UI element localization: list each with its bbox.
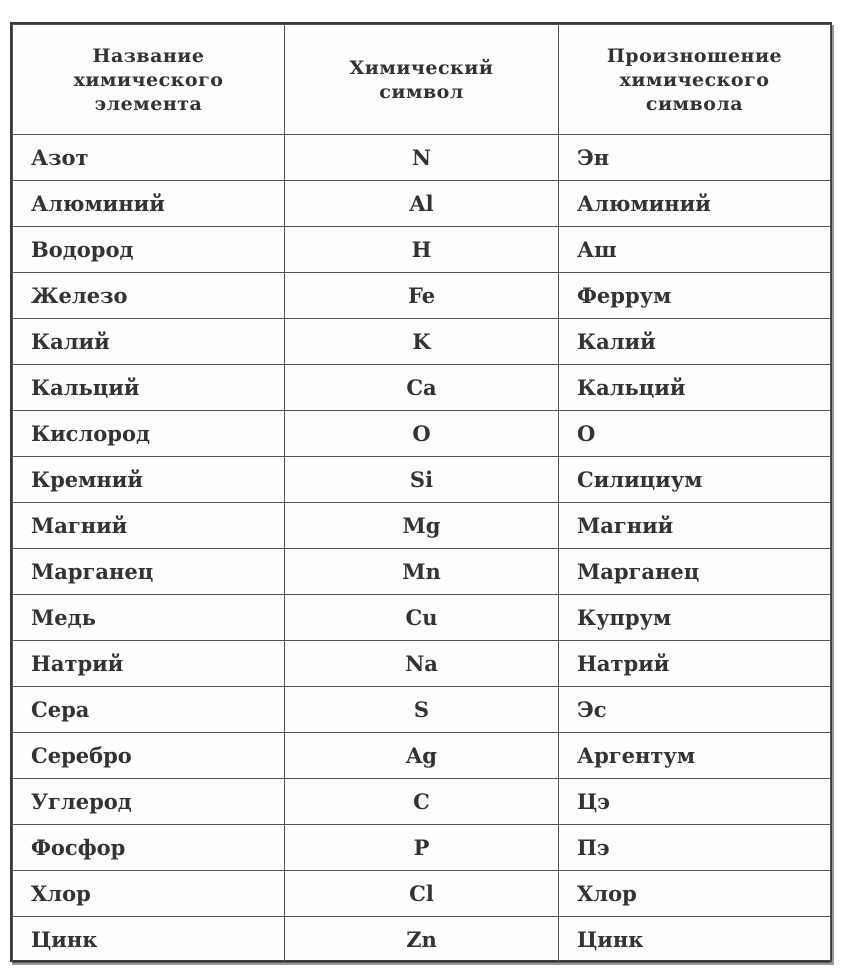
element-name-cell: Калий (13, 319, 285, 365)
chemical-symbol-cell: Fe (285, 273, 559, 319)
header-line: Химический (349, 56, 494, 79)
chemical-symbol-cell: Ag (285, 733, 559, 779)
element-name-cell: Хлор (13, 871, 285, 917)
chemical-symbol-cell: Mg (285, 503, 559, 549)
element-name-cell: Медь (13, 595, 285, 641)
element-name-cell: Кремний (13, 457, 285, 503)
element-name-cell: Углерод (13, 779, 285, 825)
table-header-row (13, 25, 831, 135)
element-name-cell: Магний (13, 503, 285, 549)
table-row (13, 687, 831, 733)
pronunciation-cell: Пэ (559, 825, 831, 871)
chemical-symbol-cell: Cu (285, 595, 559, 641)
pronunciation-cell: Магний (559, 503, 831, 549)
table-row (13, 457, 831, 503)
pronunciation-cell: Эн (559, 135, 831, 181)
pronunciation-cell: Натрий (559, 641, 831, 687)
element-name-cell: Кислород (13, 411, 285, 457)
chemical-symbol-cell: Na (285, 641, 559, 687)
table-row (13, 273, 831, 319)
element-name-cell: Железо (13, 273, 285, 319)
table-row (13, 181, 831, 227)
header-line: химического (619, 68, 770, 91)
pronunciation-cell: Аргентум (559, 733, 831, 779)
pronunciation-cell: Алюминий (559, 181, 831, 227)
chemical-symbol-cell: O (285, 411, 559, 457)
element-name-cell: Сера (13, 687, 285, 733)
header-line: элемента (94, 92, 203, 115)
element-name-cell: Серебро (13, 733, 285, 779)
chemical-symbol-cell: K (285, 319, 559, 365)
header-element-name (13, 25, 285, 135)
chemical-symbol-cell: N (285, 135, 559, 181)
chemical-symbol-cell: H (285, 227, 559, 273)
pronunciation-cell: Калий (559, 319, 831, 365)
element-name-cell: Кальций (13, 365, 285, 411)
header-pronunciation (559, 25, 831, 135)
table-row (13, 641, 831, 687)
table-row (13, 503, 831, 549)
chemical-symbol-cell: Al (285, 181, 559, 227)
header-line: символа (645, 92, 744, 115)
elements-table-frame (10, 22, 832, 962)
pronunciation-cell: Силициум (559, 457, 831, 503)
table-row (13, 871, 831, 917)
pronunciation-cell: Аш (559, 227, 831, 273)
table-row (13, 733, 831, 779)
chemical-elements-table (12, 24, 831, 963)
element-name-cell: Водород (13, 227, 285, 273)
header-line: Название (92, 44, 205, 67)
table-row (13, 319, 831, 365)
element-name-cell: Фосфор (13, 825, 285, 871)
pronunciation-cell: О (559, 411, 831, 457)
header-line: химического (73, 68, 224, 91)
chemical-symbol-cell: S (285, 687, 559, 733)
chemical-symbol-cell: P (285, 825, 559, 871)
table-row (13, 227, 831, 273)
chemical-symbol-cell: Si (285, 457, 559, 503)
pronunciation-cell: Цинк (559, 917, 831, 963)
chemical-symbol-cell: C (285, 779, 559, 825)
chemical-symbol-cell: Mn (285, 549, 559, 595)
element-name-cell: Марганец (13, 549, 285, 595)
element-name-cell: Алюминий (13, 181, 285, 227)
table-row (13, 549, 831, 595)
pronunciation-cell: Цэ (559, 779, 831, 825)
pronunciation-cell: Эс (559, 687, 831, 733)
chemical-symbol-cell: Cl (285, 871, 559, 917)
table-row (13, 917, 831, 963)
table-row (13, 411, 831, 457)
table-row (13, 365, 831, 411)
element-name-cell: Азот (13, 135, 285, 181)
pronunciation-cell: Хлор (559, 871, 831, 917)
chemical-symbol-cell: Zn (285, 917, 559, 963)
pronunciation-cell: Купрум (559, 595, 831, 641)
pronunciation-cell: Марганец (559, 549, 831, 595)
element-name-cell: Натрий (13, 641, 285, 687)
pronunciation-cell: Феррум (559, 273, 831, 319)
table-row (13, 825, 831, 871)
chemical-symbol-cell: Ca (285, 365, 559, 411)
table-row (13, 779, 831, 825)
table-row (13, 135, 831, 181)
table-body (13, 135, 831, 963)
pronunciation-cell: Кальций (559, 365, 831, 411)
header-line: Произношение (606, 44, 783, 67)
header-line: символ (379, 80, 464, 103)
element-name-cell: Цинк (13, 917, 285, 963)
table-row (13, 595, 831, 641)
header-chemical-symbol (285, 25, 559, 135)
